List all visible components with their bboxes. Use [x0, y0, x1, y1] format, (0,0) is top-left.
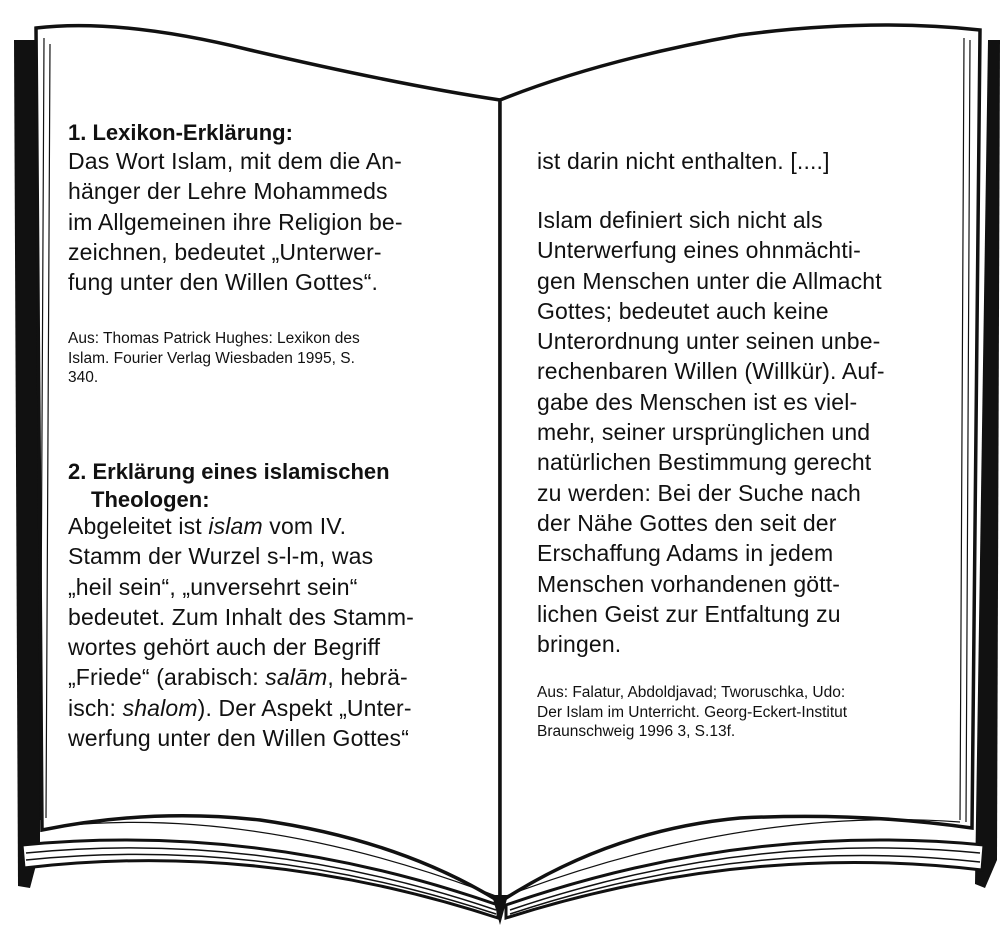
- text-segment: „Friede“ (arabisch:: [68, 664, 266, 691]
- italic-term: shalom: [122, 694, 198, 721]
- text-line: [68, 511, 414, 541]
- source-line: 340.: [68, 369, 99, 386]
- text-line: zu werden: Bei der Suche nach: [537, 479, 861, 506]
- text-line: Islam definiert sich nicht als: [537, 207, 823, 233]
- right-paragraph: [537, 205, 885, 659]
- text-segment: isch:: [68, 694, 123, 721]
- text-line: bedeutet. Zum Inhalt des Stamm-: [68, 603, 414, 630]
- source-line: Aus: Thomas Patrick Hughes: Lexikon des: [68, 330, 360, 347]
- text-line: Erschaffung Adams in jedem: [537, 540, 834, 567]
- text-line: rechenbaren Willen (Willkür). Auf-: [537, 358, 885, 385]
- text-line: mehr, seiner ursprünglichen und: [537, 419, 871, 446]
- section-1-heading: 1. Lexikon-Erklärung:: [68, 120, 293, 145]
- section-1-paragraph: [68, 146, 403, 297]
- text-line: lichen Geist zur Entfaltung zu: [537, 600, 841, 627]
- text-line: zeichnen, bedeutet „Unterwer-: [68, 238, 382, 265]
- italic-term: salām: [265, 664, 328, 691]
- text-line: im Allgemeinen ihre Religion be-: [68, 208, 403, 235]
- continuation-line: ist darin nicht enthalten. [....]: [537, 148, 830, 174]
- section-1-source: [68, 329, 360, 388]
- heading-line: Theologen:: [91, 487, 210, 512]
- text-line: gabe des Menschen ist es viel-: [537, 388, 858, 415]
- text-line: werfung unter den Willen Gottes“: [68, 725, 410, 752]
- text-line: Das Wort Islam, mit dem die An-: [68, 148, 402, 174]
- text-segment: vom IV.: [262, 513, 347, 539]
- text-line: [68, 662, 414, 692]
- text-line: Stamm der Wurzel s-l-m, was: [68, 543, 374, 570]
- text-segment: ). Der Aspekt „Unter-: [197, 694, 412, 721]
- source-line: Aus: Falatur, Abdoldjavad; Tworuschka, Udo:: [537, 684, 846, 701]
- right-source: [537, 683, 847, 742]
- text-line: Unterordnung unter seinen unbe-: [537, 328, 881, 355]
- heading-line: 2. Erklärung eines islamischen: [68, 459, 390, 484]
- text-line: hänger der Lehre Mohammeds: [68, 178, 388, 205]
- section-2-paragraph: [68, 511, 414, 753]
- text-segment: , hebrä-: [327, 664, 408, 691]
- text-line: fung unter den Willen Gottes“.: [68, 269, 379, 296]
- text-line: „heil sein“, „unversehrt sein“: [68, 573, 358, 600]
- text-line: Menschen vorhandenen gött-: [537, 570, 841, 597]
- text-line: Unterwerfung eines ohnmächti-: [537, 237, 861, 264]
- italic-term: islam: [208, 513, 263, 539]
- text-line: bringen.: [537, 631, 622, 658]
- text-segment: Abgeleitet ist: [68, 513, 209, 539]
- text-line: natürlichen Bestimmung gerecht: [537, 449, 872, 476]
- source-line: Der Islam im Unterricht. Georg-Eckert-Institut: [537, 703, 848, 721]
- text-line: wortes gehört auch der Begriff: [68, 634, 381, 661]
- text-line: [68, 693, 414, 723]
- section-2-heading: [68, 458, 390, 514]
- text-line: Gottes; bedeutet auch keine: [537, 297, 829, 324]
- text-line: der Nähe Gottes den seit der: [537, 509, 837, 536]
- source-line: Islam. Fourier Verlag Wiesbaden 1995, S.: [68, 349, 355, 367]
- source-line: Braunschweig 1996 3, S.13f.: [537, 723, 736, 740]
- text-line: gen Menschen unter die Allmacht: [537, 267, 882, 294]
